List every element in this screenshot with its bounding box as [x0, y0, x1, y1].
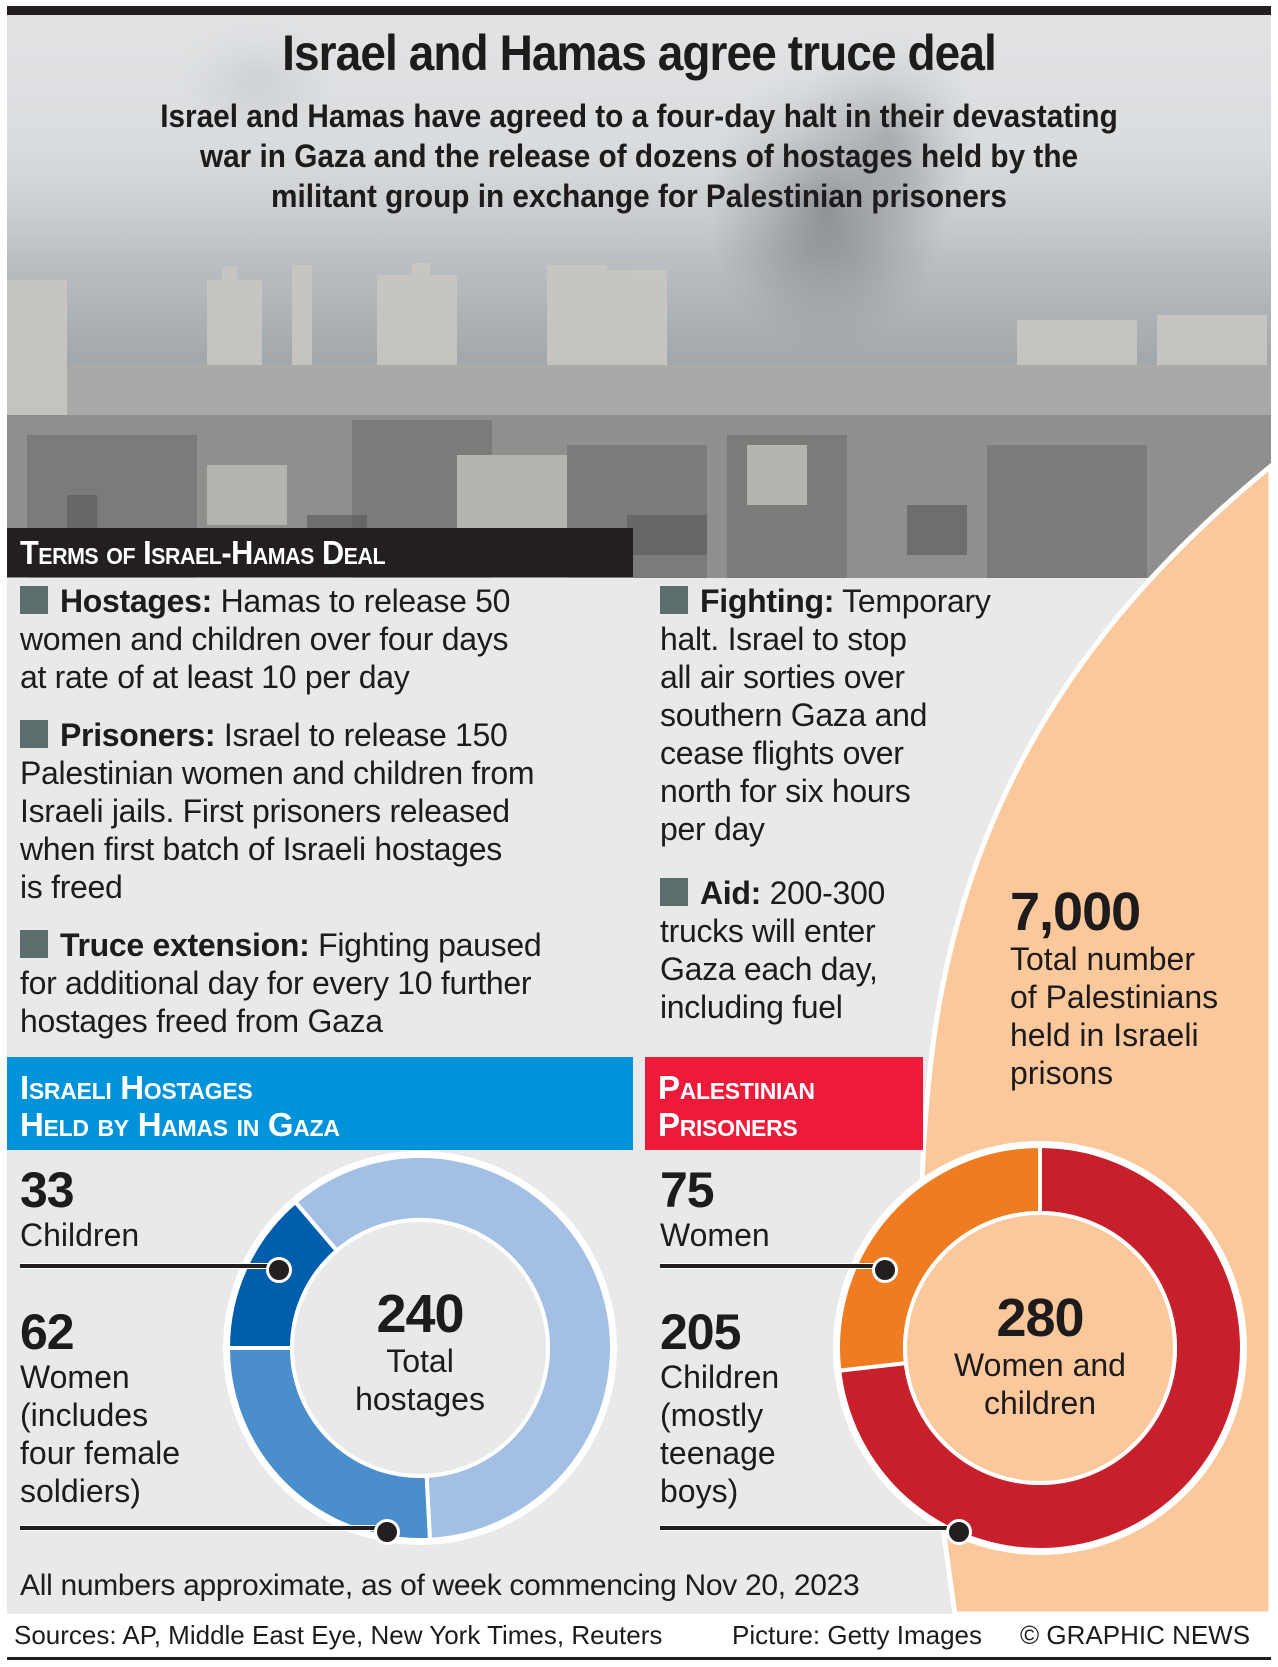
footer: [14, 1620, 1264, 1656]
hostages-women-value: 62: [20, 1304, 74, 1360]
term-aid: [660, 874, 960, 1026]
prisoners-children-text: teenage: [660, 1435, 776, 1471]
banner-line: Prisoners: [658, 1106, 798, 1143]
term-text: southern Gaza and: [660, 697, 928, 733]
term-text: Fighting paused: [309, 927, 542, 963]
term-text: Hamas to release 50: [212, 583, 511, 619]
total-prisoners-text: Total number: [1010, 941, 1195, 977]
term-text: is freed: [20, 869, 123, 905]
subtitle-line: militant group in exchange for Palestinian prisoners: [271, 178, 1007, 214]
term-text: when first batch of Israeli hostages: [20, 831, 502, 867]
term-text: Temporary: [834, 583, 991, 619]
sources-credit: Sources: AP, Middle East Eye, New York Times, Reuters: [14, 1620, 663, 1650]
prisoners-center-label: [930, 1290, 1150, 1422]
bullet-square-icon: [20, 720, 48, 748]
picture-credit: Picture: Getty Images: [732, 1620, 982, 1650]
term-text: 200-300: [761, 875, 885, 911]
term-hostages: [20, 582, 630, 696]
term-text: cease flights over: [660, 735, 904, 771]
prisoners-total-value: 280: [996, 1288, 1084, 1348]
prisoners-total-text: Women and: [954, 1347, 1126, 1383]
page-title: Israel and Hamas agree truce deal: [282, 25, 996, 81]
hostages-women-text: soldiers): [20, 1473, 141, 1509]
prisoners-banner: [645, 1057, 923, 1150]
prisoners-children-value: 205: [660, 1304, 741, 1360]
prisoners-children-text: (mostly: [660, 1397, 764, 1433]
hostages-children-label: [20, 1164, 139, 1254]
term-prisoners: [20, 716, 630, 906]
hostages-children-text: Children: [20, 1217, 140, 1253]
hostages-center-label: [330, 1286, 510, 1418]
term-text: Gaza each day,: [660, 951, 878, 987]
term-label: Fighting:: [700, 583, 835, 619]
term-text: at rate of at least 10 per day: [20, 659, 410, 695]
term-text: Israeli jails. First prisoners released: [20, 793, 510, 829]
prisoners-children-text: Children: [660, 1359, 780, 1395]
term-text: Israel to release 150: [215, 717, 508, 753]
total-prisoners-callout: [1010, 884, 1265, 1092]
term-fighting: [660, 582, 1040, 848]
terms-heading-box: [7, 528, 633, 577]
term-text: per day: [660, 811, 765, 847]
total-prisoners-text: prisons: [1010, 1055, 1114, 1091]
term-text: halt. Israel to stop: [660, 621, 907, 657]
prisoners-women-text: Women: [660, 1217, 770, 1253]
term-text: including fuel: [660, 989, 843, 1025]
term-text: all air sorties over: [660, 659, 905, 695]
term-text: hostages freed from Gaza: [20, 1003, 383, 1039]
term-text: Palestinian women and children from: [20, 755, 535, 791]
subtitle-line: war in Gaza and the release of dozens of hostages held by the: [199, 138, 1079, 174]
prisoners-women-label: [660, 1164, 770, 1254]
leader-dot: [872, 1257, 898, 1283]
term-text: north for six hours: [660, 773, 911, 809]
term-label: Hostages:: [60, 583, 213, 619]
hostages-women-text: Women: [20, 1359, 130, 1395]
copyright-credit: © GRAPHIC NEWS: [1020, 1620, 1251, 1650]
prisoners-children-label: [660, 1306, 779, 1510]
term-label: Aid:: [700, 875, 762, 911]
term-truce-extension: [20, 926, 630, 1040]
leader-dot: [946, 1519, 972, 1545]
hostages-banner: [7, 1057, 633, 1150]
total-prisoners-text: of Palestinians: [1010, 979, 1219, 1015]
banner-line: Held by Hamas in Gaza: [20, 1106, 340, 1143]
leader-line: [660, 1263, 882, 1269]
prisoners-women-value: 75: [660, 1162, 714, 1218]
prisoners-total-text: children: [983, 1385, 1097, 1421]
total-prisoners-text: held in Israeli: [1010, 1017, 1199, 1053]
subtitle-line: Israel and Hamas have agreed to a four-day halt in their devastating: [160, 98, 1118, 134]
hostages-children-value: 33: [20, 1162, 74, 1218]
hostages-total-text: Total: [386, 1343, 454, 1379]
prisoners-children-text: boys): [660, 1473, 739, 1509]
term-text: trucks will enter: [660, 913, 876, 949]
bottom-rule: [7, 1657, 1271, 1660]
hostages-women-text: four female: [20, 1435, 181, 1471]
leader-dot: [266, 1257, 292, 1283]
term-label: Prisoners:: [60, 717, 216, 753]
bullet-square-icon: [660, 878, 688, 906]
leader-dot: [374, 1519, 400, 1545]
banner-line: Israeli Hostages: [20, 1069, 253, 1106]
hostages-women-label: [20, 1306, 180, 1510]
leader-line: [660, 1525, 958, 1531]
leader-line: [20, 1525, 386, 1531]
term-text: for additional day for every 10 further: [20, 965, 532, 1001]
footnote: All numbers approximate, as of week commencing Nov 20, 2023: [20, 1569, 860, 1602]
hostages-total-value: 240: [376, 1284, 464, 1344]
banner-line: Palestinian: [658, 1069, 815, 1106]
hostages-women-text: (includes: [20, 1397, 149, 1433]
terms-heading: Terms of Israel-Hamas Deal: [20, 534, 386, 571]
leader-line: [20, 1263, 278, 1269]
bullet-square-icon: [660, 586, 688, 614]
hostages-total-text: hostages: [355, 1381, 485, 1417]
total-prisoners-value: 7,000: [1010, 882, 1141, 942]
term-label: Truce extension:: [60, 927, 310, 963]
term-text: women and children over four days: [20, 621, 509, 657]
bullet-square-icon: [20, 586, 48, 614]
bullet-square-icon: [20, 930, 48, 958]
